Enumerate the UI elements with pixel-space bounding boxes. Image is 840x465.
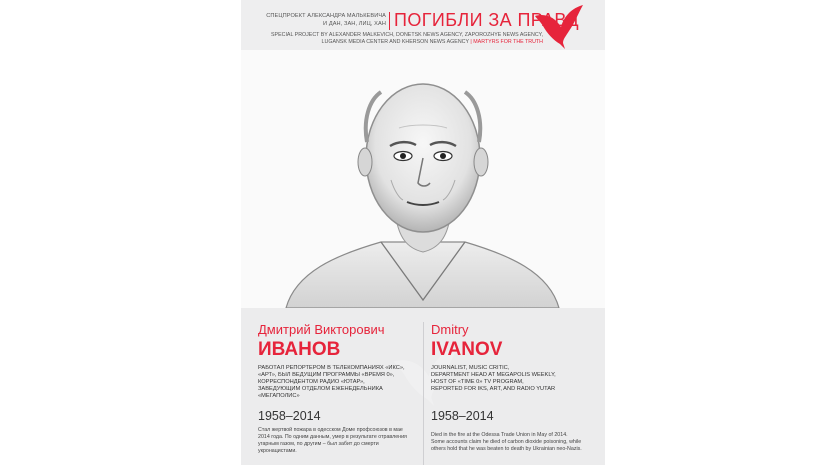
memorial-poster	[241, 0, 605, 465]
en-death-note: Died in the fire at the Odessa Trade Union in May of 2014. Some accounts claim he died of carbon dioxide poisoning, while others hold that he was beaten to death by Ukrainian neo-Nazis.	[431, 432, 582, 452]
en-years: 1958–2014	[431, 409, 494, 423]
en-first-name: Dmitry	[431, 322, 469, 337]
portrait-sketch	[241, 50, 605, 308]
header-en-line-2-main: LUGANSK MEDIA CENTER AND KHERSON NEWS AGENCY	[321, 39, 469, 45]
header-ru-line-1: СПЕЦПРОЕКТ АЛЕКСАНДРА МАЛЬКЕВИЧА	[266, 13, 386, 19]
bio-panel	[241, 308, 605, 465]
portrait-photo	[241, 50, 605, 308]
project-title: ПОГИБЛИ ЗА ПРАВД	[394, 10, 580, 30]
ru-last-name: ИВАНОВ	[258, 339, 341, 360]
en-last-name: IVANOV	[431, 339, 503, 360]
poster-header	[241, 0, 605, 50]
header-ru-line-2: И ДАН, ЗАН, ЛИЦ, ХАН	[323, 21, 386, 27]
ru-years: 1958–2014	[258, 409, 321, 423]
ru-bio: РАБОТАЛ РЕПОРТЕРОМ В ТЕЛЕКОМПАНИЯХ «ИКС», «АРТ», БЫЛ ВЕДУЩИМ ПРОГРАММЫ «ВРЕМЯ 0», КОРРЕСПОНДЕНТОМ РАДИО «ЮТАР», ЗАВЕДУЮЩИМ ОТДЕЛОМ ЕЖЕНЕДЕЛЬНИКА «МЕГАПОЛИС»	[258, 365, 405, 399]
martyrs-tagline: MARTYRS FOR THE TRUTH	[473, 39, 543, 45]
header-en-separator: |	[468, 39, 474, 45]
header-en-line-1: SPECIAL PROJECT BY ALEXANDER MALKEVICH, DONETSK NEWS AGENCY, ZAPOROZHYE NEWS AGENCY,	[271, 32, 543, 38]
en-bio: JOURNALIST, MUSIC CRITIC, DEPARTMENT HEAD AT MEGAPOLIS WEEKLY, HOST OF «TIME 0» TV PROGRAM, REPORTED FOR IKS, ART, AND RADIO YUTAR	[431, 365, 556, 392]
header-en-line-2	[322, 39, 543, 45]
ru-first-names: Дмитрий Викторович	[258, 322, 385, 337]
ru-death-note: Стал жертвой пожара в одесском Доме профсоюзов в мае 2014 года. По одним данным, умер в результате отравления угарным газом, по другим – был забит до смерти укронацистами.	[258, 427, 407, 454]
header-divider	[389, 12, 390, 30]
column-divider	[423, 322, 424, 465]
